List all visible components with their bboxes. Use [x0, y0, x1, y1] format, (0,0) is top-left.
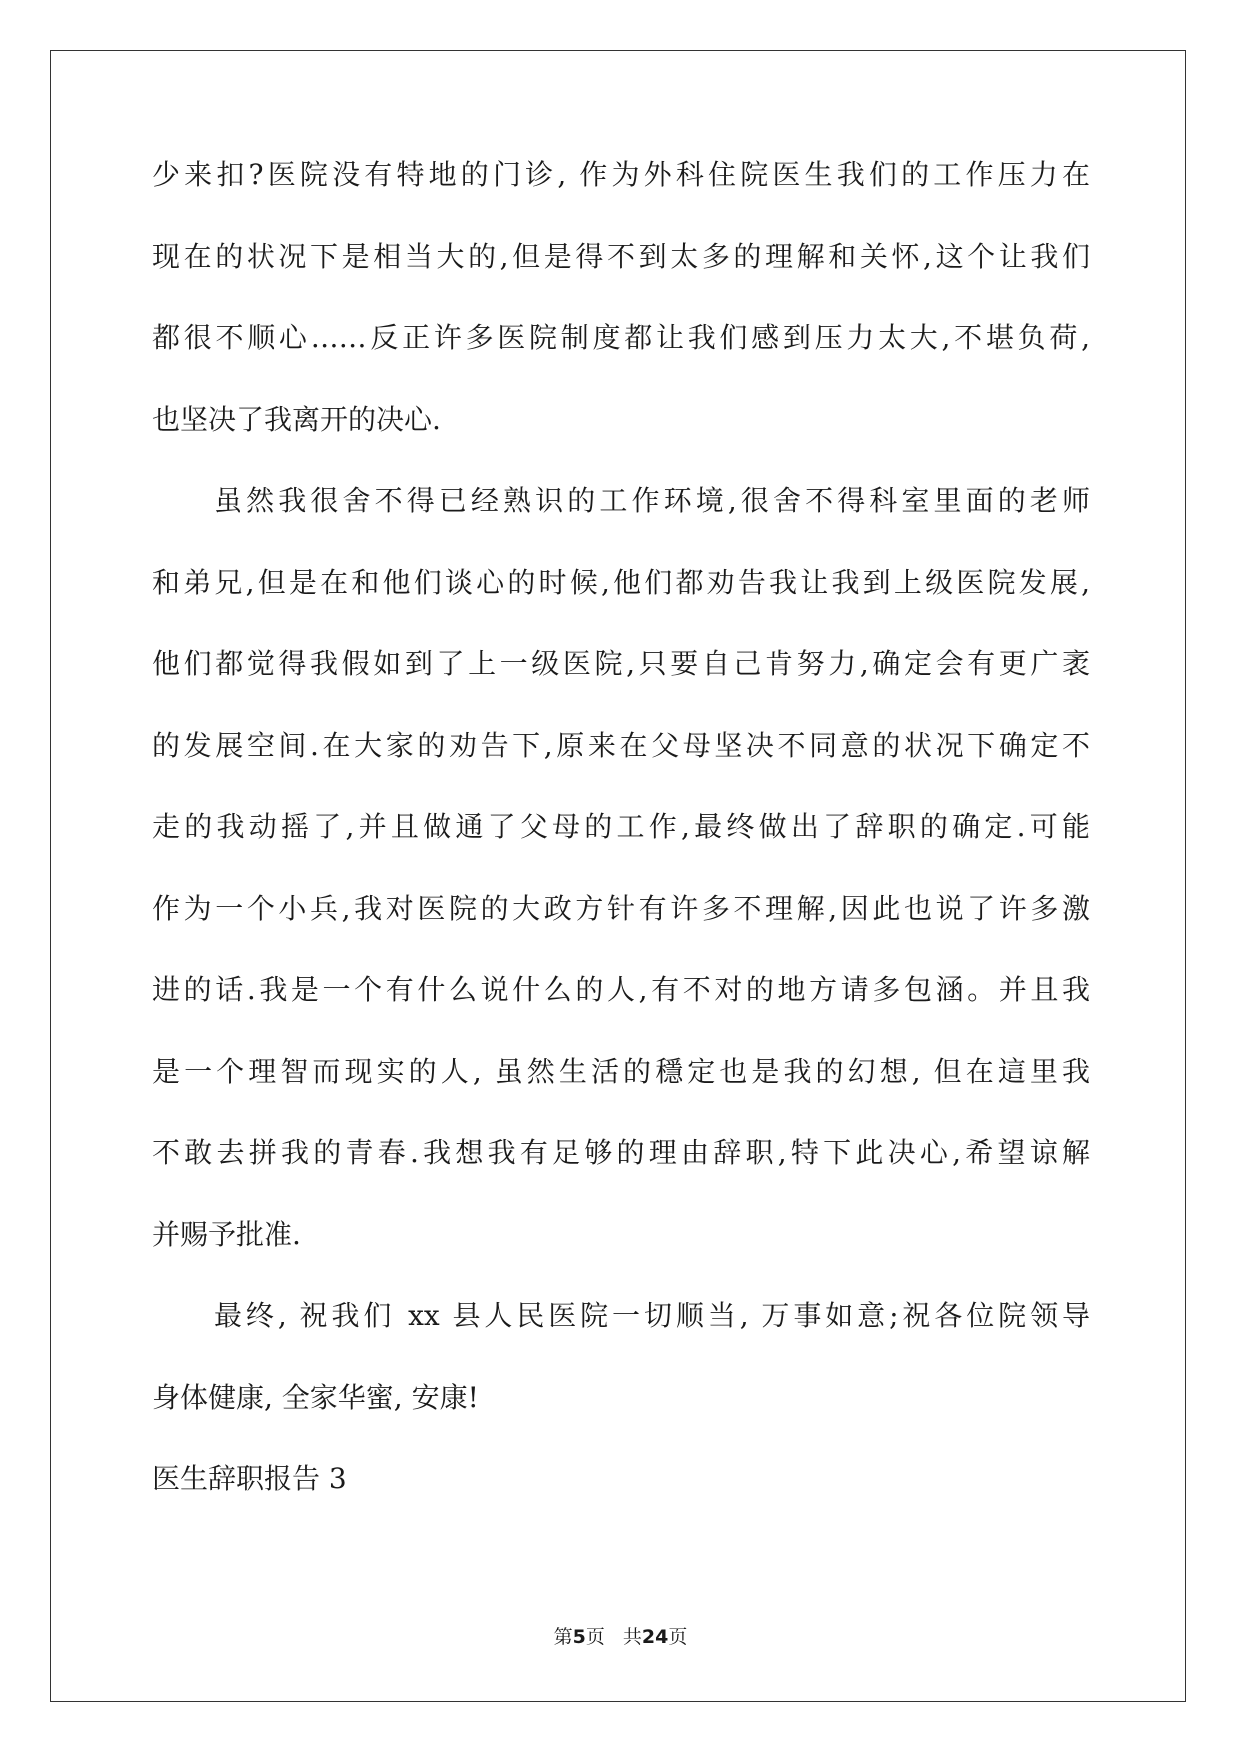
document-body	[152, 160, 1090, 1546]
text-line: 他们都觉得我假如到了上一级医院,只要自己肯努力,确定会有更广袤	[152, 647, 1090, 680]
text-line: 也坚决了我离开的决心.	[152, 402, 441, 436]
footer-total-prefix: 共	[622, 1626, 642, 1648]
text-line: 身体健康, 全家华蜜, 安康!	[152, 1380, 479, 1414]
text-line: 是一个理智而现实的人, 虽然生活的穩定也是我的幻想, 但在這里我	[152, 1054, 1090, 1088]
page-number: 5	[572, 1626, 586, 1648]
text-line: 走的我动摇了,并且做通了父母的工作,最终做出了辞职的确定.可能	[152, 810, 1090, 843]
section-heading: 医生辞职报告 3	[152, 1462, 347, 1495]
text-line: 最终, 祝我们 xx 县人民医院一切顺当, 万事如意;祝各位院领导	[214, 1299, 1090, 1332]
text-line: 现在的状况下是相当大的,但是得不到太多的理解和关怀,这个让我们	[152, 239, 1090, 273]
footer-prefix: 第	[553, 1626, 573, 1648]
text-line: 虽然我很舍不得已经熟识的工作环境,很舍不得科室里面的老师	[214, 484, 1090, 517]
page-footer	[0, 1622, 1241, 1649]
text-line: 的发展空间.在大家的劝告下,原来在父母坚决不同意的状况下确定不	[152, 728, 1090, 762]
footer-page-suffix: 页	[585, 1626, 605, 1648]
text-line: 少来扣?医院没有特地的门诊, 作为外科住院医生我们的工作压力在	[152, 158, 1090, 191]
text-line: 都很不顺心……反正许多医院制度都让我们感到压力太大,不堪负荷,	[152, 321, 1090, 354]
text-line: 并赐予批准.	[152, 1217, 301, 1251]
footer-total-suffix: 页	[668, 1626, 688, 1648]
text-line: 进的话.我是一个有什么说什么的人,有不对的地方请多包涵。并且我	[152, 973, 1090, 1006]
text-line: 不敢去拼我的青春.我想我有足够的理由辞职,特下此决心,希望谅解	[152, 1136, 1090, 1169]
text-line: 和弟兄,但是在和他们谈心的时候,他们都劝告我让我到上级医院发展,	[152, 565, 1090, 599]
text-line: 作为一个小兵,我对医院的大政方针有许多不理解,因此也说了许多激	[152, 891, 1090, 925]
total-pages: 24	[641, 1626, 669, 1648]
